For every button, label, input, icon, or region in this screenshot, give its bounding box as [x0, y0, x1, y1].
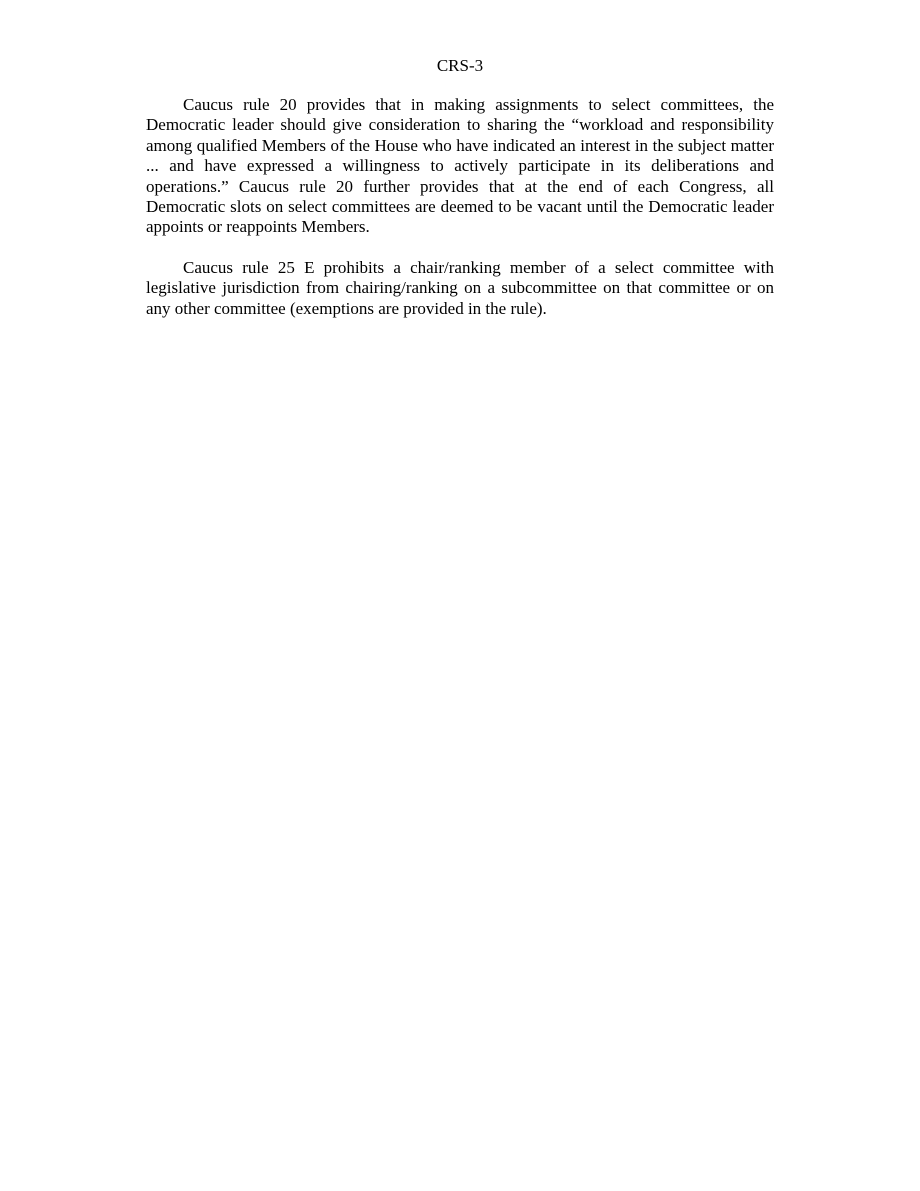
paragraph-caucus-rule-20: Caucus rule 20 provides that in making assignments to select committees, the Democratic leader should give consideration to sharing the “workload and responsibility among qualified Members of the House who have indicated an interest in the subject matter ... and have expressed a willingness to actively participate in its deliberations and operations.” Caucus rule 20 further provides that at the end of each Congress, all Democratic slots on select committees are deemed to be vacant until the Democratic leader appoints or reappoints Members.	[146, 95, 774, 237]
paragraph-caucus-rule-25e: Caucus rule 25 E prohibits a chair/ranking member of a select committee with legislative jurisdiction from chairing/ranking on a subcommittee on that committee or on any other committee (exemptions are provided in the rule).	[146, 257, 774, 318]
page-header: CRS-3	[436, 56, 484, 75]
document-body	[146, 95, 774, 339]
